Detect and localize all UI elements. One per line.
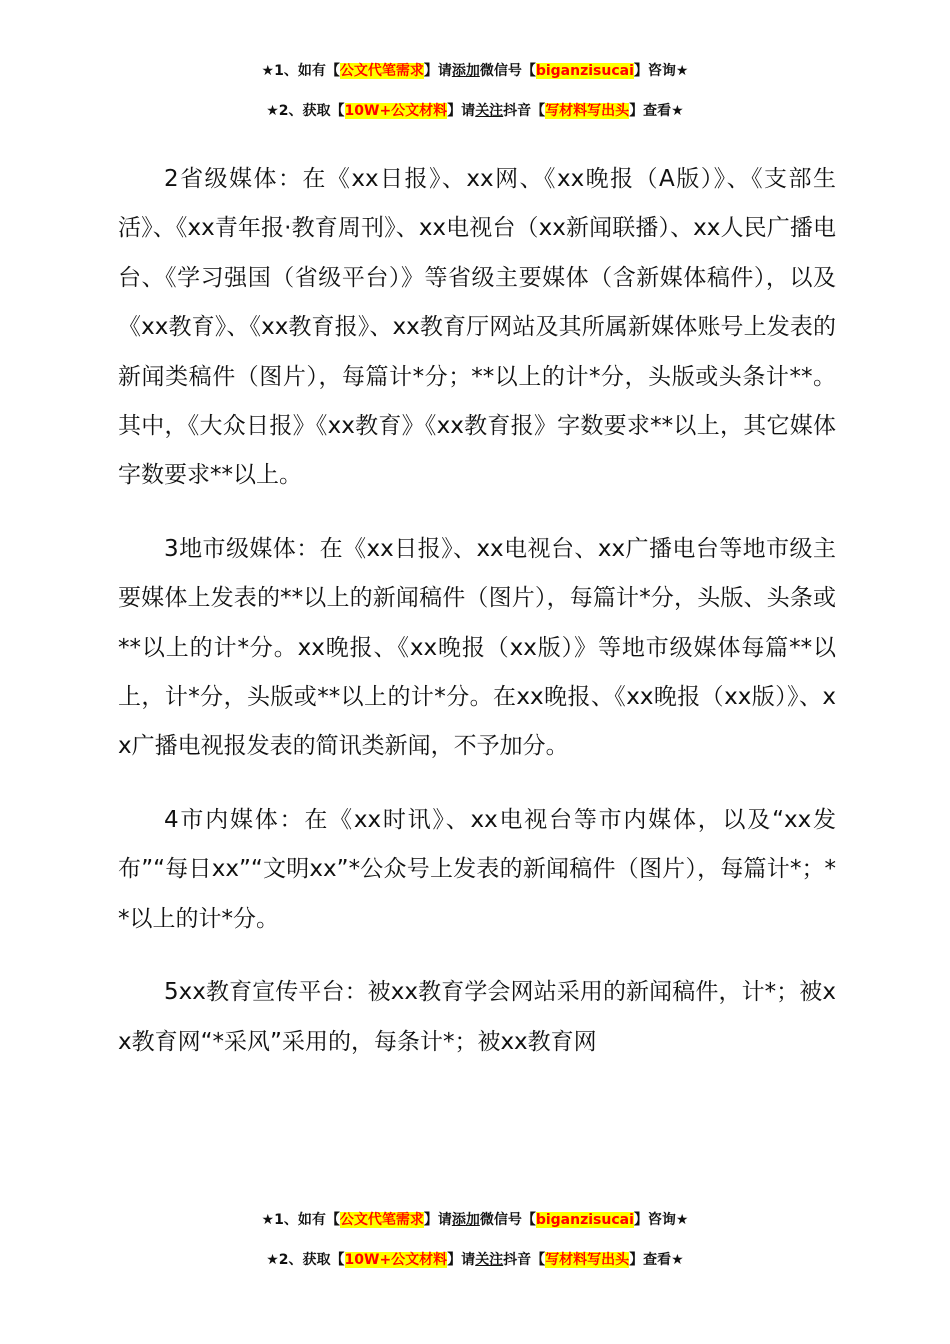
promo-emphasis: 关注 [475, 1252, 504, 1268]
promo-text: ★2、获取【 [266, 103, 345, 119]
promo-text: ★1、如有【 [261, 63, 340, 79]
promo-highlight: 10W+公文材料 [344, 1252, 448, 1268]
promo-text: 】请 [423, 1212, 452, 1228]
promo-highlight: 公文代笔需求 [339, 63, 424, 79]
promo-highlight: 公文代笔需求 [339, 1212, 424, 1228]
promo-text: 】请 [423, 63, 452, 79]
promo-highlight: biganzisucai [535, 63, 634, 79]
footer-promo-line-2 [0, 1250, 950, 1270]
promo-text: 微信号【 [479, 63, 536, 79]
promo-text: 微信号【 [479, 1212, 536, 1228]
promo-text: 】咨询★ [633, 63, 689, 79]
promo-text: 】查看★ [629, 103, 684, 119]
promo-text: 】请 [447, 103, 476, 119]
promo-text: 】请 [447, 1252, 476, 1268]
footer-promo-line-1 [0, 1210, 950, 1230]
promo-highlight: 10W+公文材料 [344, 103, 448, 119]
paragraph-municipal-media: 3地市级媒体：在《xx日报》、xx电视台、xx广播电台等地市级主要媒体上发表的**以上的新闻稿件（图片），每篇计*分，头版、头条或**以上的计*分。xx晚报、《xx晚报（xx版）》等地市级媒体每篇**以上，计*分，头版或**以上的计*分。在xx晚报、《xx晚报（xx版）》、xx广播电视报发表的简讯类新闻，不予加分。 [118, 535, 836, 760]
promo-emphasis: 添加 [451, 63, 480, 79]
paragraph-provincial-media: 2省级媒体：在《xx日报》、xx网、《xx晚报（A版）》、《支部生活》、《xx青年报·教育周刊》、xx电视台（xx新闻联播）、xx人民广播电台、《学习强国（省级平台）》等省级主要媒体（含新媒体稿件），以及《xx教育》、《xx教育报》、xx教育厅网站及其所属新媒体账号上发表的新闻类稿件（图片），每篇计*分；**以上的计*分，头版或头条计**。其中，《大众日报》《xx教育》《xx教育报》字数要求**以上，其它媒体字数要求**以上。 [118, 166, 836, 489]
document-body [118, 155, 836, 1091]
promo-text: 】咨询★ [633, 1212, 689, 1228]
paragraph-city-media: 4市内媒体：在《xx时讯》、xx电视台等市内媒体，以及“xx发布”“每日xx”“文明xx”*公众号上发表的新闻稿件（图片），每篇计*；**以上的计*分。 [118, 806, 836, 932]
header-promo-line-1 [0, 61, 950, 81]
promo-emphasis: 关注 [475, 103, 504, 119]
promo-text: ★1、如有【 [261, 1212, 340, 1228]
paragraph-education-platform: 5xx教育宣传平台：被xx教育学会网站采用的新闻稿件，计*；被xx教育网“*采风”采用的，每条计*；被xx教育网 [118, 979, 836, 1055]
promo-text: 抖音【 [503, 1252, 546, 1268]
promo-text: 抖音【 [503, 103, 546, 119]
promo-highlight: 写材料写出头 [545, 1252, 630, 1268]
promo-emphasis: 添加 [451, 1212, 480, 1228]
promo-highlight: biganzisucai [535, 1212, 634, 1228]
header-promo-line-2 [0, 101, 950, 121]
promo-text: 】查看★ [629, 1252, 684, 1268]
promo-highlight: 写材料写出头 [545, 103, 630, 119]
promo-text: ★2、获取【 [266, 1252, 345, 1268]
